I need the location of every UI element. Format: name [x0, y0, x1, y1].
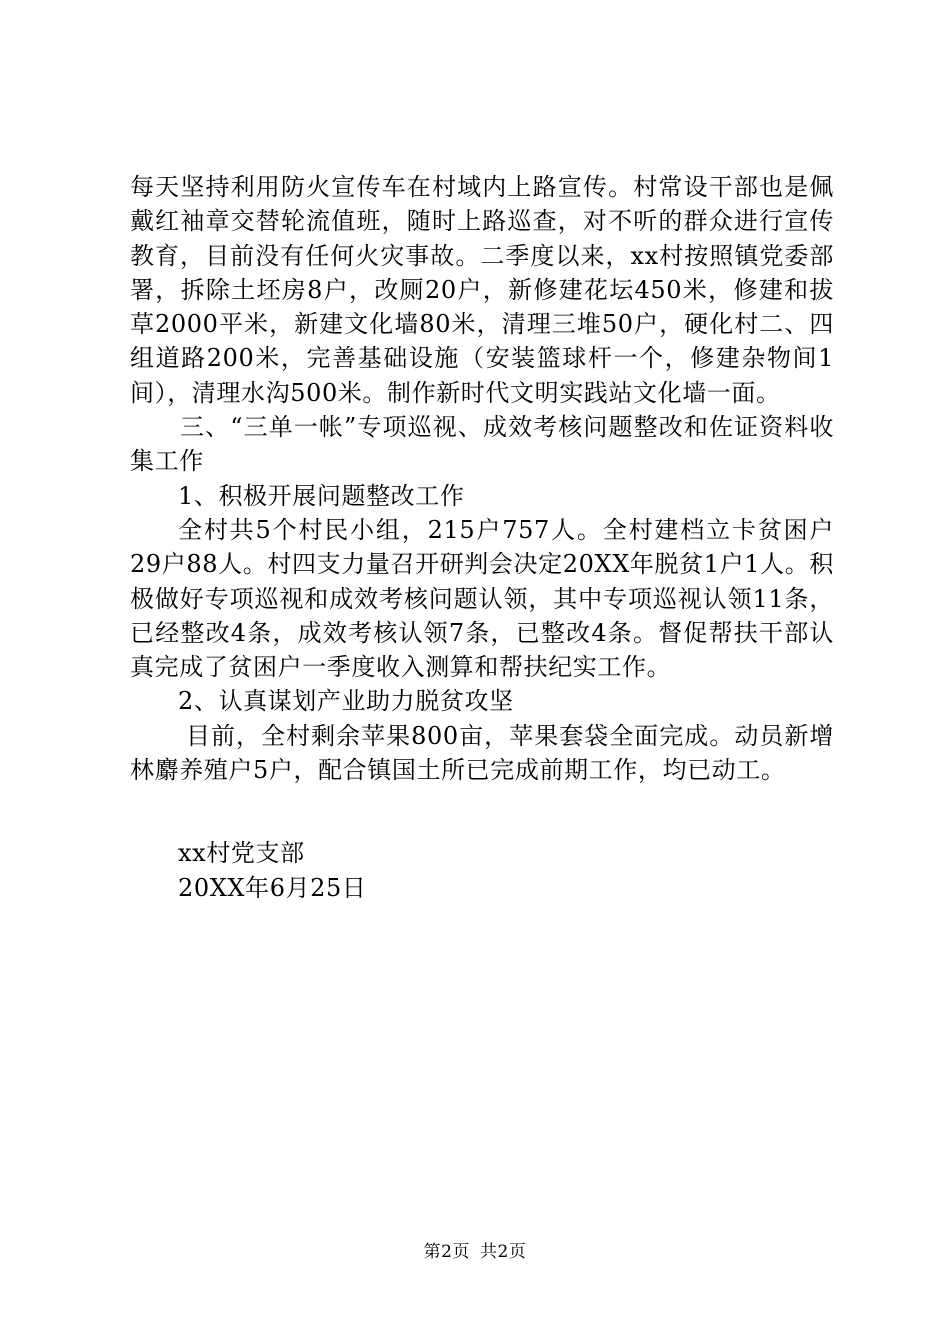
paragraph-rectification-details: 全村共5个村民小组，215户757人。全村建档立卡贫困户29户88人。村四支力量召开研判会决定20XX年脱贫1户1人。积极做好专项巡视和成效考核问题认领，其中专项巡视认领11条，已经整改4条，成效考核认领7条，已整改4条。督促帮扶干部认真完成了贫困户一季度收入测算和帮扶纪实工作。 — [130, 515, 834, 682]
paragraph-industry-details: 目前，全村剩余苹果800亩，苹果套袋全面完成。动员新增林麝养殖户5户，配合镇国土所已完成前期工作，均已动工。 — [130, 721, 834, 785]
signature-block — [130, 836, 834, 905]
signature-organization: xx村党支部 — [178, 839, 305, 868]
page-number-total: 共2页 — [480, 1242, 527, 1262]
subheading-industry-poverty: 2、认真谋划产业助力脱贫攻坚 — [178, 687, 514, 716]
page-footer — [0, 1240, 950, 1264]
section-heading-three: 三、“三单一帐”专项巡视、成效考核问题整改和佐证资料收集工作 — [130, 413, 834, 476]
subheading-problem-rectification: 1、积极开展问题整改工作 — [178, 481, 465, 510]
document-body — [130, 170, 834, 905]
paragraph-fire-and-village-works: 每天坚持利用防火宣传车在村域内上路宣传。村常设干部也是佩戴红袖章交替轮流值班，随时上路巡查，对不听的群众进行宣传教育，目前没有任何火灾事故。二季度以来，xx村按照镇党委部署，拆除土坯房8户，改厕20户，新修建花坛450米，修建和拔草2000平米，新建文化墙80米，清理三堆50户，硬化村二、四组道路200米，完善基础设施（安装篮球杆一个，修建杂物间1间），清理水沟500米。制作新时代文明实践站文化墙一面。 — [130, 173, 834, 407]
page-number-current: 第2页 — [423, 1242, 470, 1262]
signature-date: 20XX年6月25日 — [178, 873, 367, 902]
